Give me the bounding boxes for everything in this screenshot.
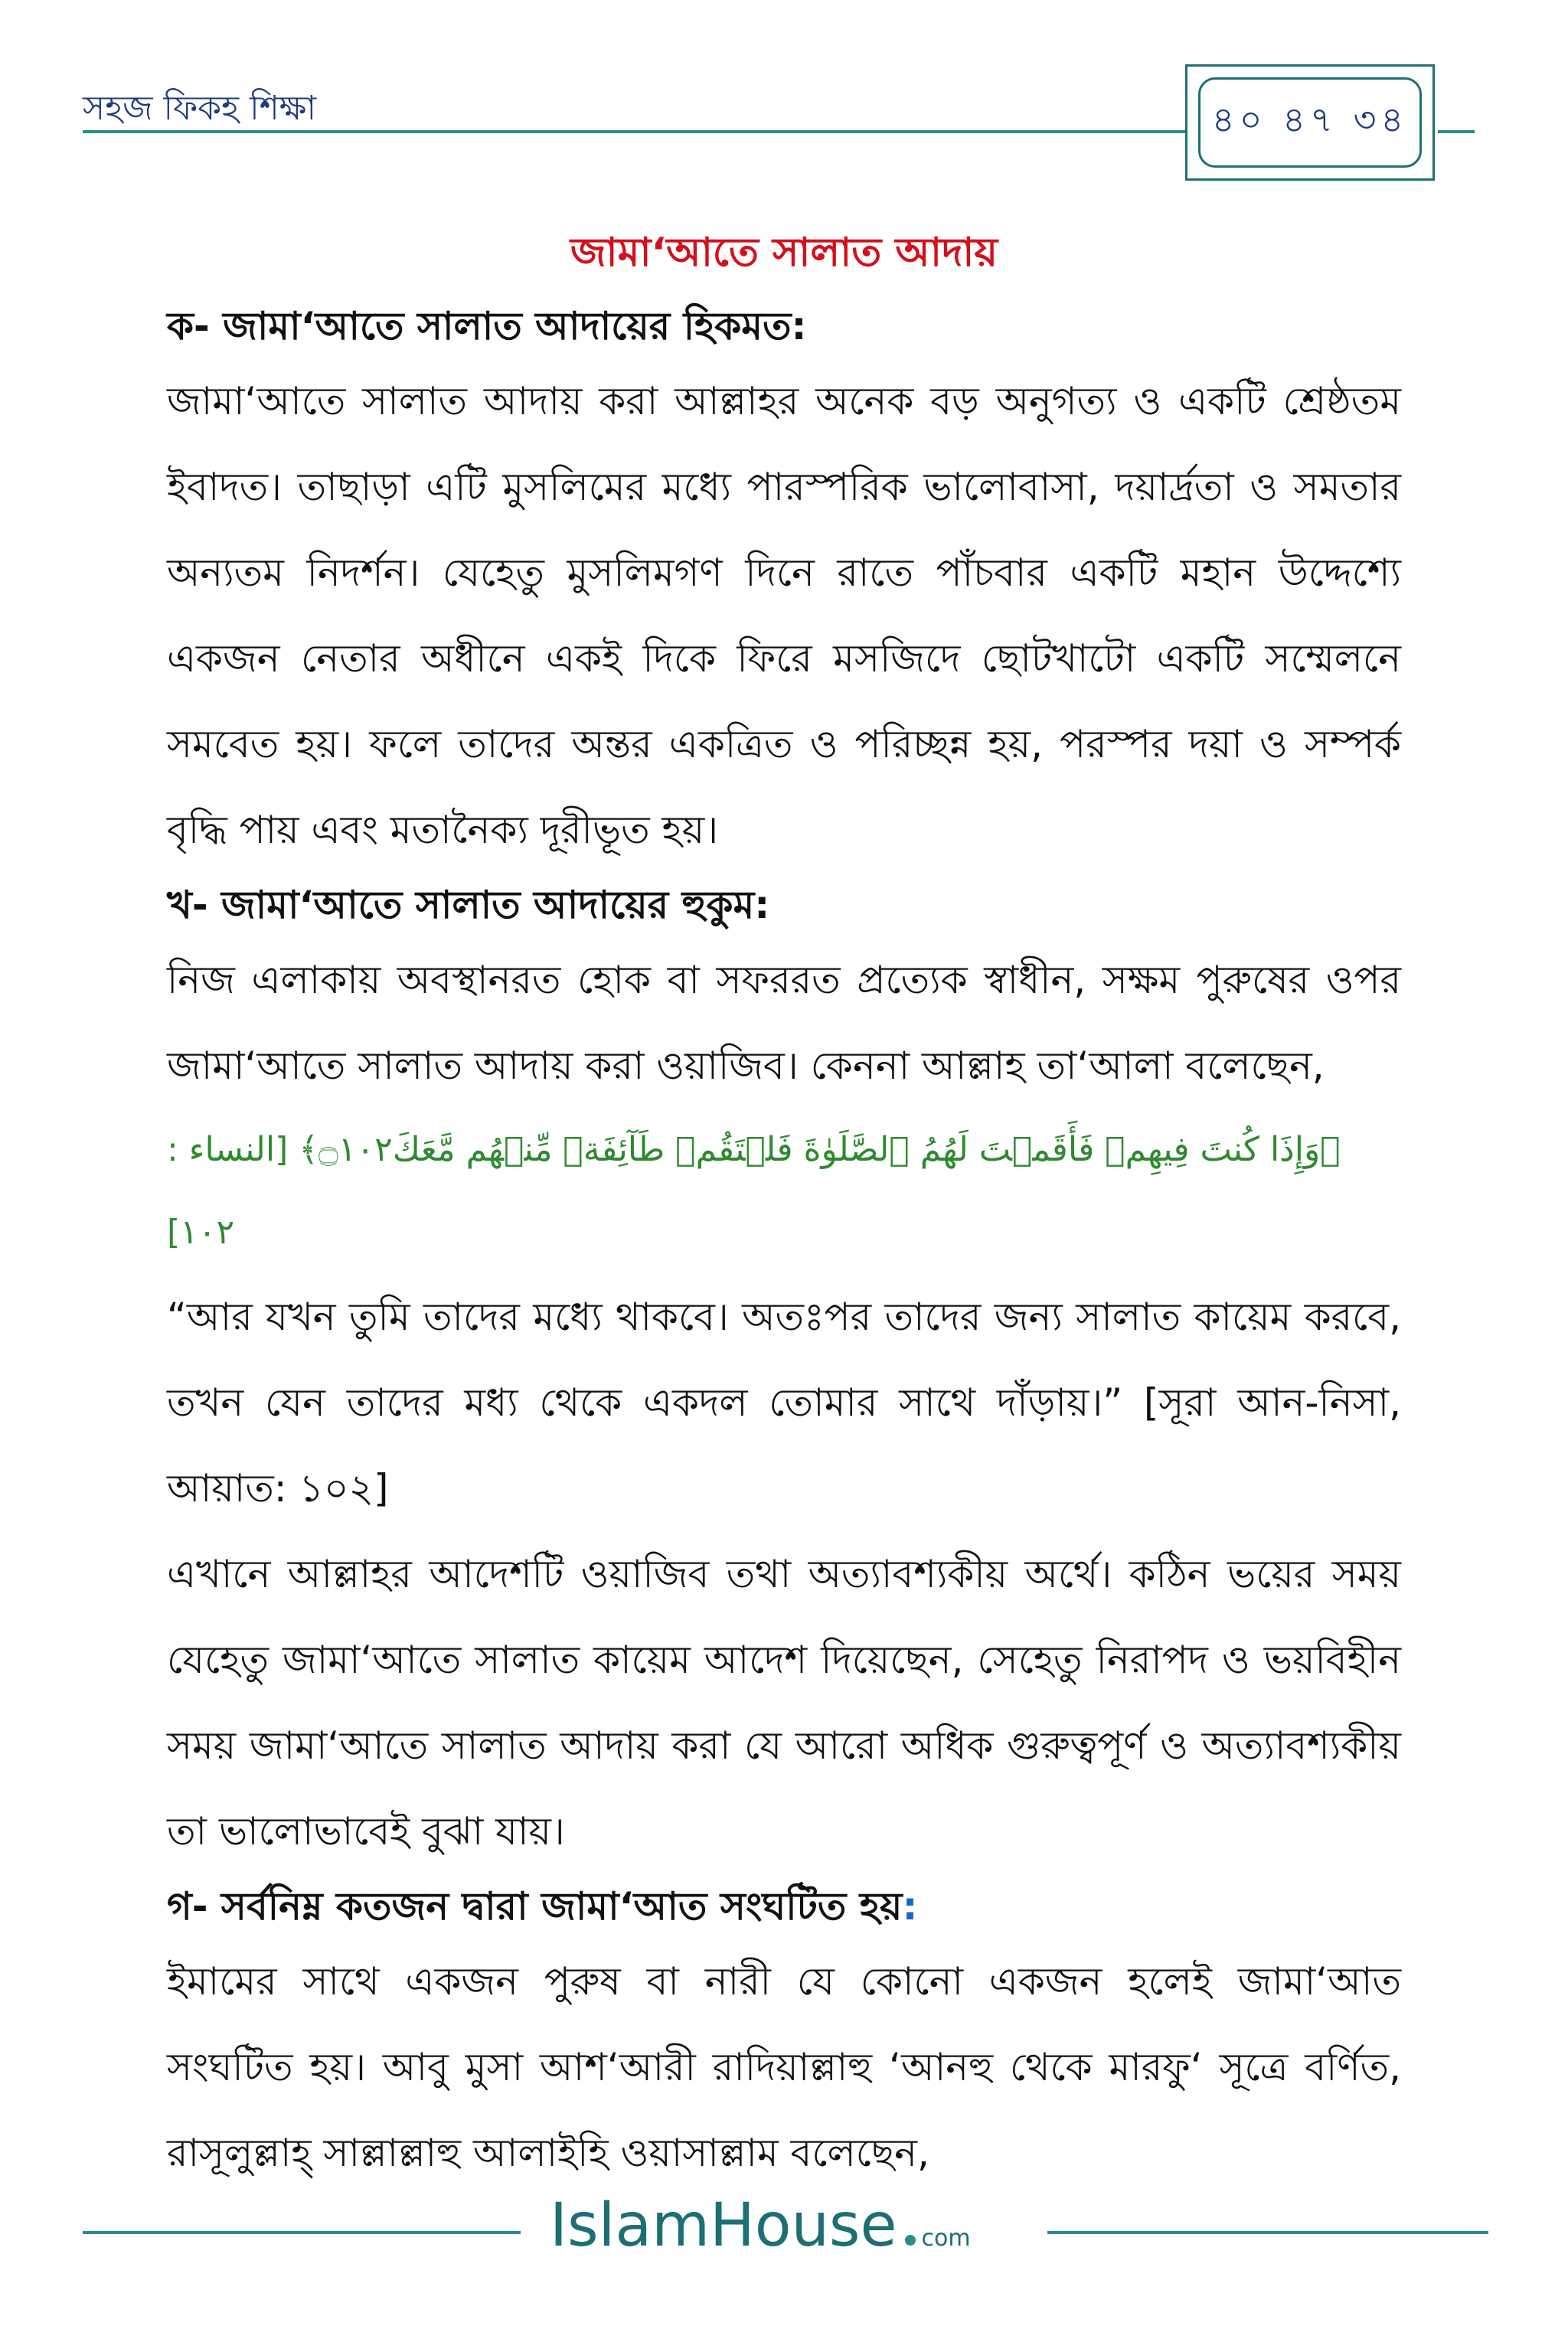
paragraph-ruling: নিজ এলাকায় অবস্থানরত হোক বা সফররত প্রত্যেক স্বাধীন, সক্ষম পুরুষের ওপর জামা‘আতে সালাত আদায় করা ওয়াজিব। কেননা আল্লাহ তা‘আলা বলেছেন, bbox=[167, 958, 1401, 1088]
subsection-heading-ga-text: গ- সর্বনিম্ন কতজন দ্বারা জামা‘আত সংঘটিত হয় bbox=[167, 1884, 903, 1929]
footer-divider-left bbox=[83, 2231, 521, 2234]
paragraph-minimum-congregation: ইমামের সাথে একজন পুরুষ বা নারী যে কোনো একজন হলেই জামা‘আত সংঘটিত হয়। আবু মুসা আশ‘আরী রাদিয়াল্লাহু ‘আনহু থেকে মারফু‘ সূত্রে বর্ণিত, রাসূলুল্লাহ্ সাল্লাল্লাহু আলাইহি ওয়াসাল্লাম বলেছেন, bbox=[167, 1959, 1401, 2175]
header-divider-right bbox=[1438, 130, 1475, 133]
section-title: জামা‘আতে সালাত আদায় bbox=[570, 230, 998, 276]
subsection-heading-ga-colon: : bbox=[902, 1884, 918, 1929]
page-number: ৪০ ৪৭ ৩৪ bbox=[1198, 77, 1422, 168]
subsection-heading-ka: ক- জামা‘আতে সালাত আদায়ের হিকমত: bbox=[167, 304, 807, 348]
logo-dot-icon bbox=[905, 2235, 916, 2246]
page-number-box bbox=[1185, 64, 1435, 181]
header-divider bbox=[83, 130, 1185, 133]
paragraph-wisdom: জামা‘আতে সালাত আদায় করা আল্লাহর অনেক বড় অনুগত্য ও একটি শ্রেষ্ঠতম ইবাদত। তাছাড়া এটি মুসলিমের মধ্যে পারস্পরিক ভালোবাসা, দয়ার্দ্রতা ও সমতার অন্যতম নিদর্শন। যেহেতু মুসলিমগণ দিনে রাতে পাঁচবার একটি মহান উদ্দেশ্যে একজন নেতার অধীনে একই দিকে ফিরে মসজিদে ছোটখাটো একটি সম্মেলনে সমবেত হয়। ফলে তাদের অন্তর একত্রিত ও পরিচ্ছন্ন হয়, পরস্পর দয়া ও সম্পর্ক বৃদ্ধি পায় এবং মতানৈক্য দূরীভূত হয়। bbox=[167, 379, 1401, 852]
islamhouse-logo bbox=[550, 2191, 971, 2268]
subsection-heading-ga bbox=[167, 1874, 1401, 1939]
quran-verse-text: ﴿وَإِذَا كُنتَ فِيهِمۡ فَأَقَمۡتَ لَهُمُ ٱلصَّلَوٰةَ فَلۡتَقُمۡ طَآئِفَةٞ مِّنۡهُم مَّعَكَ۝١٠٢﴾ bbox=[299, 1130, 1341, 1169]
quran-verse bbox=[167, 1109, 1401, 1274]
paragraph-explanation: এখানে আল্লাহর আদেশটি ওয়াজিব তথা অত্যাবশ্যকীয় অর্থে। কঠিন ভয়ের সময় যেহেতু জামা‘আতে সালাত কায়েম আদেশ দিয়েছেন, সেহেতু নিরাপদ ও ভয়বিহীন সময় জামা‘আতে সালাত আদায় করা যে আরো অধিক গুরুত্বপূর্ণ ও অত্যাবশ্যকীয় তা ভালোভাবেই বুঝা যায়। bbox=[167, 1552, 1401, 1854]
footer-divider-right bbox=[1047, 2231, 1488, 2234]
logo-suffix: com bbox=[921, 2225, 971, 2252]
verse-translation: “আর যখন তুমি তাদের মধ্যে থাকবে। অতঃপর তাদের জন্য সালাত কায়েম করবে, তখন যেন তাদের মধ্য থেকে একদল তোমার সাথে দাঁড়ায়।” [সূরা আন-নিসা, আয়াত: ১০২] bbox=[167, 1295, 1401, 1511]
page-content bbox=[167, 222, 1401, 2196]
quran-verse-reference: [النساء : ١٠٢] bbox=[167, 1130, 289, 1252]
book-title: সহজ ফিকহ শিক্ষা bbox=[83, 89, 317, 128]
subsection-heading-kha: খ- জামা‘আতে সালাত আদায়ের হুকুম: bbox=[167, 883, 770, 927]
logo-text: IslamHouse bbox=[550, 2191, 897, 2260]
